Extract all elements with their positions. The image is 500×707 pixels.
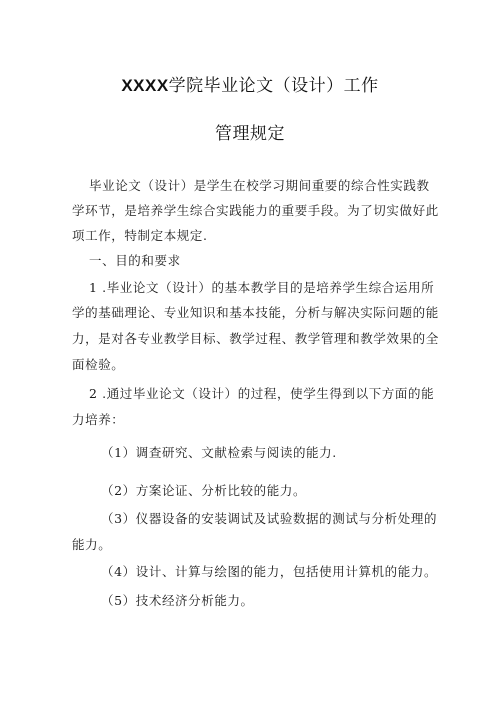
body-line: 学的基础理论、专业知识和基本技能，分析与解决实际问题的能 (72, 305, 439, 320)
title-org-placeholder: XXXX (121, 76, 169, 95)
title-text: 学院毕业论文（设计）工作 (168, 76, 379, 95)
body-line: 1 .毕业论文（设计）的基本教学目的是培养学生综合运用所 (89, 280, 435, 295)
body-line: 力，是对各专业教学目标、教学过程、教学管理和教学效果的全 (72, 331, 439, 346)
body-line: 面检验。 (72, 357, 125, 372)
document-title-line-2: 管理规定 (215, 124, 285, 143)
list-item-continuation: 能力。 (72, 537, 112, 552)
body-line: 2 .通过毕业论文（设计）的过程，使学生得到以下方面的能 (89, 386, 435, 401)
body-line: 毕业论文（设计）是学生在校学习期间重要的综合性实践教 (89, 178, 430, 193)
section-heading: 一、目的和要求 (89, 253, 181, 268)
body-line: 学环节，是培养学生综合实践能力的重要手段。为了切实做好此 (72, 203, 439, 218)
list-item: （2）方案论证、分析比较的能力。 (101, 483, 307, 498)
document-title-line-1 (0, 71, 500, 96)
list-item: （4）设计、计算与绘图的能力，包括使用计算机的能力。 (101, 564, 438, 579)
list-item: （5）技术经济分析能力。 (101, 593, 254, 608)
list-item: （3）仪器设备的安装调试及试验数据的测试与分析处理的 (101, 511, 438, 526)
body-line: 项工作，特制定本规定. (72, 228, 208, 243)
body-line: 力培养： (72, 412, 125, 427)
list-item: （1）调查研究、文献检索与阅读的能力. (101, 445, 337, 460)
